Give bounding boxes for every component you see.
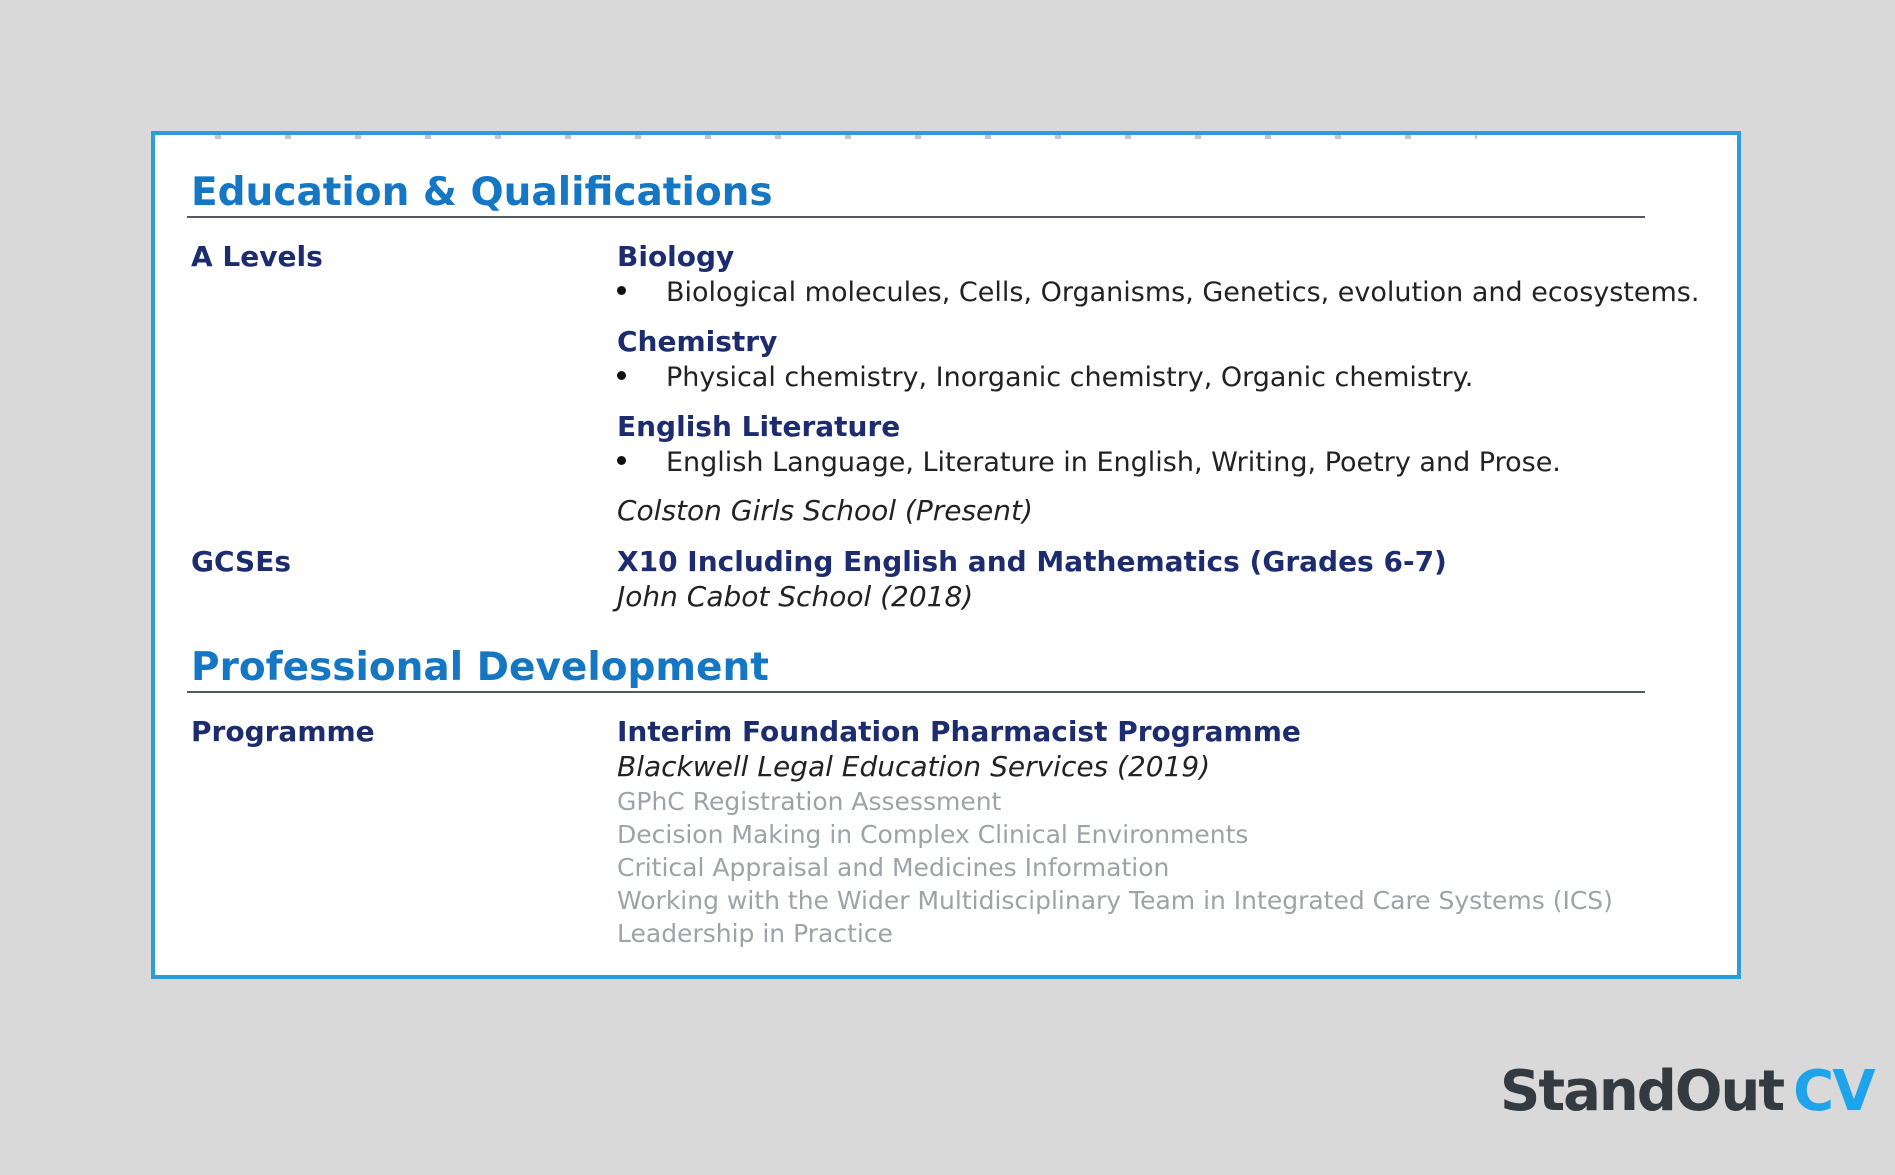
cv-excerpt-card [151,131,1741,979]
gcses-title: X10 Including English and Mathematics (Grades 6-7) [617,545,1447,578]
gcses-label: GCSEs [191,545,292,578]
a-levels-label: A Levels [191,240,323,273]
module-item: Decision Making in Complex Clinical Environments [617,820,1249,849]
programme-provider: Blackwell Legal Education Services (2019) [617,750,1211,783]
biology-detail: Biological molecules, Cells, Organisms, Genetics, evolution and ecosystems. [666,277,1700,308]
module-item: Leadership in Practice [617,919,893,948]
programme-title: Interim Foundation Pharmacist Programme [617,715,1301,748]
module-list [617,785,1613,950]
bullet-biology [617,279,1699,306]
english-literature-detail: English Language, Literature in English, Writing, Poetry and Prose. [666,447,1561,478]
gcses-school: John Cabot School (2018) [617,580,974,613]
subject-chemistry: Chemistry [617,325,778,358]
programme-label: Programme [191,715,375,748]
a-levels-school: Colston Girls School (Present) [617,494,1033,527]
module-item: GPhC Registration Assessment [617,787,1002,816]
bullet-icon [617,456,626,465]
bullet-icon [617,371,626,380]
cropped-text-remnant [215,135,1477,139]
module-item: Working with the Wider Multidisciplinary Team in Integrated Care Systems (ICS) [617,886,1613,915]
education-heading: Education & Qualifications [191,170,773,215]
bullet-english-literature [617,449,1561,476]
education-divider [187,216,1645,218]
brand-part1: StandOut [1500,1059,1784,1124]
bullet-icon [617,286,626,295]
chemistry-detail: Physical chemistry, Inorganic chemistry, Organic chemistry. [666,362,1474,393]
professional-divider [187,691,1645,693]
brand-part2: CV [1793,1059,1874,1124]
subject-english-literature: English Literature [617,410,901,443]
bullet-chemistry [617,364,1473,391]
subject-biology: Biology [617,240,735,273]
module-item: Critical Appraisal and Medicines Information [617,853,1170,882]
professional-heading: Professional Development [191,645,769,690]
standout-cv-logo [1500,1059,1874,1124]
